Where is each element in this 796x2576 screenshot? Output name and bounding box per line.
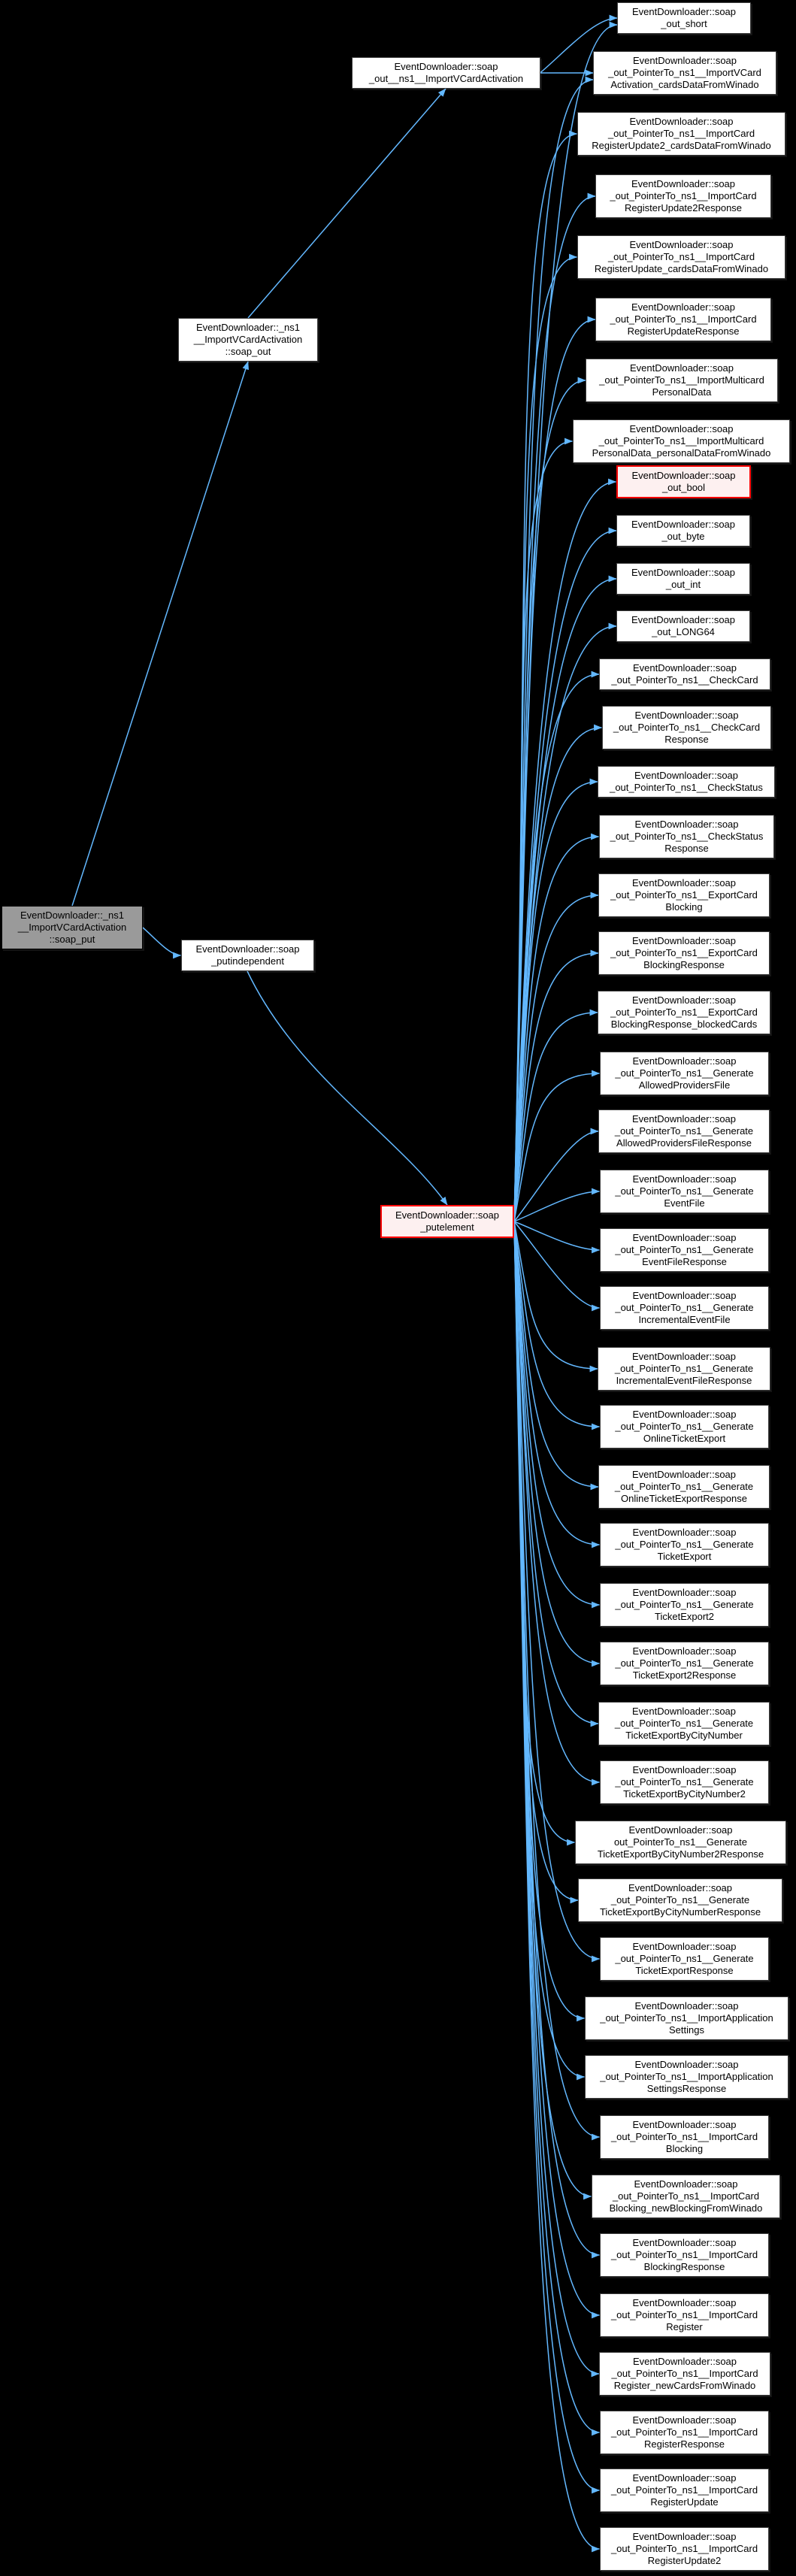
node-label-line: PersonalData [652,386,712,398]
node-label-line: EventDownloader::soap [634,710,739,721]
node-label-line: EventDownloader::soap [631,1706,737,1717]
node-label-line: _out_PointerTo_ns1__ImportMulticard [599,374,764,386]
node-label-line: __ImportVCardActivation [17,922,127,933]
node-label-line: EventDownloader::soap [629,423,734,434]
node-label-line: ::soap_put [49,934,95,945]
call-edge-putelement-r23 [514,1221,600,1250]
node-label-line: IncrementalEventFileResponse [616,1375,752,1386]
graph-node-r29[interactable] [600,1583,769,1627]
node-label-line: _out_PointerTo_ns1__ImportCard [610,2543,758,2554]
graph-node-r39[interactable] [592,2175,780,2218]
graph-node-out_activation[interactable] [352,57,540,89]
node-label-line: EventDownloader::soap [631,519,736,530]
node-label-line: EventDownloader::soap [631,1351,737,1362]
node-label-line: EventDownloader::soap [632,1055,737,1067]
node-label-line: BlockingResponse [643,2261,725,2272]
node-label-line: Activation_cardsDataFromWinado [610,79,759,90]
node-label-line: EventDownloader::soap [628,1824,733,1836]
node-label-line: EventDownloader::soap [632,1645,737,1657]
node-label-line: EventDownloader::soap [632,1587,737,1598]
graph-node-soap_put[interactable] [2,906,143,949]
node-label-line: Blocking_newBlockingFromWinado [609,2202,763,2214]
node-label-line: EventDownloader::soap [631,470,736,481]
node-label-line: EventDownloader::soap [632,1764,737,1775]
call-edge-soap_put-soap_out_method [72,362,248,906]
graph-node-r2[interactable] [593,51,776,95]
node-label-line: RegisterUpdateResponse [627,325,740,337]
node-label-line: EventDownloader::soap [629,362,734,374]
node-label-line: EventDownloader::soap [632,1173,737,1185]
node-label-line: _out_PointerTo_ns1__ImportCard [610,2131,758,2142]
node-label-line: EventDownloader::soap [632,1409,737,1420]
node-label-line: RegisterUpdate2_cardsDataFromWinado [592,140,771,151]
node-label-line: Register [666,2321,703,2332]
graph-node-r44[interactable] [600,2469,769,2512]
node-label-line: _out_PointerTo_ns1__CheckStatus [610,831,764,842]
node-label-line: EventDownloader::soap [631,1113,737,1125]
graph-node-r25[interactable] [598,1347,770,1391]
graph-node-r1[interactable] [617,2,751,34]
graph-node-r43[interactable] [600,2411,769,2454]
node-label-line: EventDownloader::soap [631,614,736,625]
call-edge-soap_out_method-out_activation [248,89,446,318]
node-label-line: BlockingResponse [643,959,725,970]
graph-node-r27[interactable] [598,1465,770,1509]
node-label-line: _putindependent [211,955,284,967]
graph-node-r9[interactable] [616,465,751,498]
graph-node-r8[interactable] [573,419,790,463]
node-label-line: __ImportVCardActivation [193,334,303,345]
node-label-line: _out_short [661,18,707,29]
graph-node-r33[interactable] [575,1821,786,1864]
node-label-line: EventDownloader::soap [634,2059,739,2070]
graph-node-r24[interactable] [600,1286,769,1330]
graph-node-r37[interactable] [585,2055,788,2099]
node-label-line: EventDownloader::soap [632,2531,737,2542]
graph-node-r3[interactable] [577,112,785,156]
node-label-line: _out_PointerTo_ns1__ImportApplication [600,2012,773,2024]
node-label-line: _out_PointerTo_ns1__ImportCard [610,2484,758,2496]
node-label-line: TicketExportByCityNumber2 [623,1788,746,1800]
node-label-line: EventDownloader::soap [631,6,737,17]
graph-node-putindependent[interactable] [181,940,314,971]
call-edge-putelement-r29 [514,1221,600,1605]
graph-node-soap_out_method[interactable] [178,318,318,362]
node-label-line: _out_PointerTo_ns1__Generate [615,1539,754,1550]
node-label-line: TicketExportResponse [635,1965,734,1976]
node-label-line: _out_PointerTo_ns1__Generate [615,1244,754,1255]
node-label-line: EventDownloader::soap [629,239,734,250]
graph-node-r30[interactable] [600,1642,769,1685]
node-label-line: _out_PointerTo_ns1__Generate [615,1776,754,1787]
node-label-line: EventDownloader::soap [632,2119,737,2130]
node-label-line: EventDownloader::soap [632,2356,737,2367]
node-label-line: EventDownloader::soap [632,1290,737,1301]
node-label-line: _out_int [665,579,701,590]
graph-node-r20[interactable] [600,1052,769,1095]
node-label-line: _out_PointerTo_ns1__ImportVCard [608,67,761,78]
graph-node-r35[interactable] [600,1937,769,1981]
node-label-line: _out_PointerTo_ns1__Generate [615,1302,754,1313]
node-label-line: Settings [669,2024,704,2036]
node-label-line: _out_PointerTo_ns1__CheckStatus [610,782,763,793]
node-label-line: _out_LONG64 [652,626,715,637]
node-label-line: _out_PointerTo_ns1__Generate [610,1894,750,1906]
node-label-line: _out_PointerTo_ns1__ImportCard [611,2368,758,2379]
node-label-line: RegisterUpdate [650,2496,719,2508]
node-label-line: _out__ns1__ImportVCardActivation [368,73,524,84]
graph-node-r31[interactable] [598,1702,770,1745]
graph-node-r40[interactable] [600,2233,769,2277]
call-edge-putelement-r21 [514,1131,598,1221]
node-label-line: _out_PointerTo_ns1__Generate [614,1718,754,1729]
graph-node-r16[interactable] [599,815,774,858]
graph-node-r38[interactable] [600,2115,769,2159]
node-label-line: OnlineTicketExportResponse [621,1493,747,1504]
graph-node-r15[interactable] [598,766,775,798]
node-label-line: RegisterUpdate2Response [624,202,743,213]
call-edge-putindependent-putelement [247,971,447,1205]
node-label-line: EventDownloader::soap [632,2414,737,2426]
node-label-line: TicketExport2Response [632,1669,737,1681]
node-label-line: _out_PointerTo_ns1__ExportCard [610,889,758,901]
node-label-line: Response [664,734,709,745]
node-label-line: _out_PointerTo_ns1__Generate [615,1421,754,1432]
node-label-line: _out_PointerTo_ns1__CheckCard [613,722,761,733]
graph-node-r19[interactable] [598,991,770,1034]
graph-node-r18[interactable] [598,931,770,975]
node-label-line: _out_PointerTo_ns1__ImportCard [610,2249,758,2260]
node-label-line: EventDownloader::_ns1 [195,322,301,333]
node-label-line: AllowedProvidersFileResponse [616,1137,752,1149]
node-label-line: EventFile [664,1197,705,1209]
node-label-line: RegisterUpdate_cardsDataFromWinado [594,263,769,274]
node-label-line: BlockingResponse_blockedCards [610,1019,758,1030]
node-label-line: _out_PointerTo_ns1__ExportCard [610,947,758,958]
node-label-line: Blocking [665,901,703,913]
node-label-line: EventDownloader::soap [632,1941,737,1952]
node-label-line: EventDownloader::soap [634,2000,739,2011]
node-label-line: EventDownloader::soap [632,2472,737,2484]
node-label-line: EventFileResponse [642,1256,727,1267]
node-label-line: EventDownloader::soap [634,819,739,830]
node-label-line: _out_PointerTo_ns1__ImportCard [610,2426,758,2438]
graph-node-r34[interactable] [578,1878,782,1922]
graph-node-r12[interactable] [616,610,750,642]
node-label-line: _out_PointerTo_ns1__Generate [615,1953,754,1964]
graph-node-r45[interactable] [600,2527,769,2571]
graph-node-r5[interactable] [577,235,785,279]
node-label-line: SettingsResponse [646,2083,727,2094]
node-label-line: _out_PointerTo_ns1__ImportApplication [600,2071,773,2082]
node-label-line: _out_bool [661,482,706,493]
node-label-line: EventDownloader::soap [632,662,737,674]
node-label-line: _out_PointerTo_ns1__ImportCard [607,128,755,139]
node-label-line: TicketExportByCityNumberResponse [599,1906,761,1918]
call-edge-putelement-r26 [514,1221,600,1427]
node-label-line: TicketExportByCityNumber2Response [597,1848,764,1860]
node-label-line: _out_PointerTo_ns1__Generate [615,1185,754,1197]
node-label-line: TicketExport2 [655,1611,714,1622]
node-label-line: EventDownloader::soap [195,943,300,955]
graph-node-r7[interactable] [586,359,778,402]
node-label-line: EventDownloader::soap [632,1527,737,1538]
node-label-line: _out_PointerTo_ns1__Generate [614,1125,754,1137]
node-label-line: _out_PointerTo_ns1__ImportCard [612,2190,760,2202]
graph-node-putelement[interactable] [380,1205,514,1238]
call-edge-putelement-r27 [514,1221,598,1487]
node-label-line: EventDownloader::soap [629,116,734,127]
graph-node-r32[interactable] [600,1760,769,1804]
node-label-line: Response [664,843,709,854]
node-label-line: _out_PointerTo_ns1__Generate [615,1657,754,1669]
node-label-line: EventDownloader::soap [631,877,737,888]
node-label-line: IncrementalEventFile [638,1314,731,1325]
node-label-line: EventDownloader::soap [631,178,736,189]
node-label-line: EventDownloader::soap [394,61,498,72]
node-label-line: PersonalData_personalDataFromWinado [592,447,771,459]
call-edge-putelement-r30 [514,1221,600,1663]
graph-node-r6[interactable] [595,298,771,341]
node-label-line: EventDownloader::soap [632,2237,737,2248]
node-label-line: OnlineTicketExport [643,1433,726,1444]
node-label-line: _out_PointerTo_ns1__ExportCard [610,1006,758,1018]
node-label-line: _putelement [420,1221,474,1233]
graph-node-r10[interactable] [616,515,750,546]
node-label-line: _out_byte [661,531,705,542]
graph-node-r28[interactable] [600,1523,769,1566]
node-label-line: EventDownloader::soap [634,770,739,781]
node-label-line: _out_PointerTo_ns1__Generate [615,1067,754,1079]
node-label-line: _out_PointerTo_ns1__ImportCard [610,190,757,201]
node-label-line: TicketExportByCityNumber [625,1730,743,1741]
node-label-line: RegisterResponse [644,2438,725,2450]
node-label-line: EventDownloader::soap [632,55,737,66]
call-edge-putelement-r22 [514,1191,600,1221]
graph-node-r23[interactable] [600,1228,769,1272]
node-label-line: _out_PointerTo_ns1__CheckCard [611,674,758,686]
node-label-line: AllowedProvidersFile [638,1079,731,1091]
node-label-line: EventDownloader::soap [631,935,737,946]
node-label-line: EventDownloader::_ns1 [20,910,125,921]
graph-node-r36[interactable] [585,1996,788,2040]
node-label-line: EventDownloader::soap [634,2178,738,2190]
graph-node-r42[interactable] [599,2352,770,2396]
node-label-line: EventDownloader::soap [632,1232,737,1243]
graph-node-r41[interactable] [600,2293,769,2337]
node-label-line: Register_newCardsFromWinado [613,2380,756,2391]
graph-node-r17[interactable] [598,873,770,917]
node-label-line: out_PointerTo_ns1__Generate [613,1836,748,1848]
node-label-line: _out_PointerTo_ns1__ImportCard [610,2309,758,2320]
node-label-line: EventDownloader::soap [395,1209,500,1221]
graph-node-r4[interactable] [595,174,771,218]
node-label-line: _out_PointerTo_ns1__ImportMulticard [598,435,764,446]
graph-node-r21[interactable] [598,1109,770,1153]
graph-node-r11[interactable] [616,563,750,595]
node-label-line: _out_PointerTo_ns1__Generate [614,1481,754,1492]
graph-node-r26[interactable] [600,1405,769,1448]
node-label-line: EventDownloader::soap [632,2297,737,2308]
graph-node-r22[interactable] [600,1170,769,1213]
node-label-line: EventDownloader::soap [631,567,736,578]
node-label-line: TicketExport [657,1551,712,1562]
node-label-line: _out_PointerTo_ns1__Generate [614,1363,754,1374]
node-label-line: _out_PointerTo_ns1__ImportCard [610,313,757,325]
node-label-line: EventDownloader::soap [628,1882,733,1893]
node-label-line: EventDownloader::soap [631,1469,737,1480]
node-label-line: _out_PointerTo_ns1__Generate [615,1599,754,1610]
graph-node-r13[interactable] [599,658,770,690]
node-label-line: EventDownloader::soap [631,301,736,313]
call-edge-soap_put-putindependent [143,928,181,955]
node-label-line: Blocking [665,2143,704,2154]
node-label-line: RegisterUpdate2 [647,2555,722,2566]
node-label-line: ::soap_out [225,346,271,357]
graph-node-r14[interactable] [602,706,771,749]
node-label-line: _out_PointerTo_ns1__ImportCard [607,251,755,262]
node-label-line: EventDownloader::soap [631,994,737,1006]
